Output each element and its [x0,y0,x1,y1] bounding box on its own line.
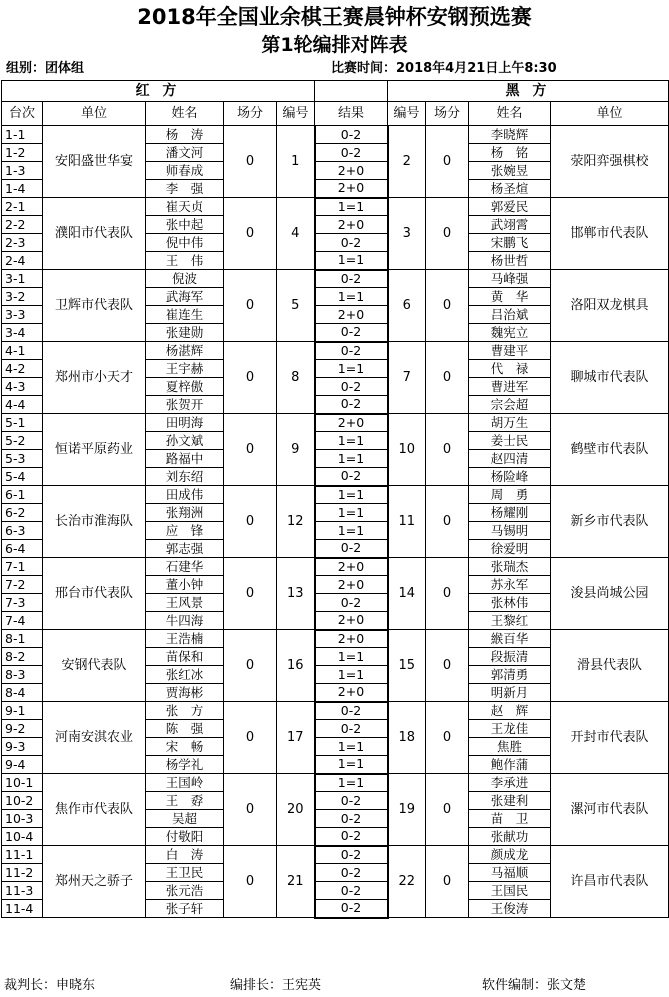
red-player-name: 董小钟 [146,576,224,594]
board-no: 10-1 [2,774,43,792]
red-player-name: 夏梓傲 [146,378,224,396]
black-player-name: 张林伟 [469,594,551,612]
board-result: 2+0 [315,630,388,648]
board-no: 1-4 [2,180,43,198]
red-player-name: 王国岭 [146,774,224,792]
red-score: 0 [224,486,277,558]
board-no: 8-1 [2,630,43,648]
board-no: 10-2 [2,792,43,810]
page-subtitle: 第1轮编排对阵表 [261,34,408,56]
black-score: 0 [426,414,469,486]
black-score: 0 [426,126,469,198]
board-no: 3-1 [2,270,43,288]
black-player-name: 张瑞杰 [469,558,551,576]
black-player-name: 魏宪立 [469,324,551,342]
red-score: 0 [224,630,277,702]
table-row [2,126,669,144]
board-result: 0-2 [315,828,388,846]
board-no: 5-4 [2,468,43,486]
black-player-name: 杨圣煊 [469,180,551,198]
arranger-label: 编排长：王宪英 [230,978,322,993]
black-unit: 荥阳弈强棋校 [551,126,669,198]
black-unit: 邯郸市代表队 [551,198,669,270]
board-result: 0-2 [315,846,388,864]
black-unit: 滑县代表队 [551,630,669,702]
board-result: 2+0 [315,576,388,594]
header-black-name: 姓名 [469,102,551,126]
black-player-name: 鲍作蒲 [469,756,551,774]
black-unit: 聊城市代表队 [551,342,669,414]
board-result: 1=1 [315,450,388,468]
board-no: 9-2 [2,720,43,738]
black-player-name: 宗会超 [469,396,551,414]
board-no: 6-3 [2,522,43,540]
board-no: 6-4 [2,540,43,558]
black-number: 22 [388,846,426,918]
black-player-name: 马峰强 [469,270,551,288]
board-result: 0-2 [315,396,388,414]
board-no: 2-3 [2,234,43,252]
black-unit: 开封市代表队 [551,702,669,774]
black-player-name: 张建利 [469,792,551,810]
red-unit: 邢台市代表队 [43,558,146,630]
black-unit: 浚县尚城公园 [551,558,669,630]
black-player-name: 苗 卫 [469,810,551,828]
board-no: 7-2 [2,576,43,594]
red-number: 17 [277,702,315,774]
side-divider [315,81,388,102]
red-player-name: 张建勋 [146,324,224,342]
red-player-name: 付敬阳 [146,828,224,846]
header-red-unit: 单位 [43,102,146,126]
red-player-name: 张红冰 [146,666,224,684]
red-player-name: 张贺开 [146,396,224,414]
board-result: 0-2 [315,342,388,360]
board-result: 0-2 [315,900,388,918]
board-result: 0-2 [315,270,388,288]
board-no: 11-3 [2,882,43,900]
board-result: 0-2 [315,864,388,882]
board-result: 1=1 [315,756,388,774]
table-row [2,774,669,792]
board-result: 1=1 [315,774,388,792]
red-player-name: 吴超 [146,810,224,828]
black-number: 10 [388,414,426,486]
black-player-name: 曹进军 [469,378,551,396]
board-result: 0-2 [315,720,388,738]
red-player-name: 王 孬 [146,792,224,810]
board-no: 1-3 [2,162,43,180]
red-number: 20 [277,774,315,846]
board-no: 8-3 [2,666,43,684]
black-player-name: 马福顺 [469,864,551,882]
board-no: 11-2 [2,864,43,882]
black-player-name: 马锡明 [469,522,551,540]
black-number: 7 [388,342,426,414]
board-result: 0-2 [315,810,388,828]
board-result: 1=1 [315,666,388,684]
black-score: 0 [426,486,469,558]
red-player-name: 李 强 [146,180,224,198]
red-score: 0 [224,342,277,414]
red-player-name: 贾海彬 [146,684,224,702]
red-player-name: 崔天贞 [146,198,224,216]
red-player-name: 牛四海 [146,612,224,630]
black-player-name: 张献功 [469,828,551,846]
red-player-name: 苗保和 [146,648,224,666]
red-unit: 卫辉市代表队 [43,270,146,342]
board-no: 2-2 [2,216,43,234]
black-number: 2 [388,126,426,198]
board-no: 5-3 [2,450,43,468]
board-no: 9-3 [2,738,43,756]
board-result: 1=1 [315,522,388,540]
table-row [2,630,669,648]
black-player-name: 曹建平 [469,342,551,360]
red-player-name: 崔连生 [146,306,224,324]
red-unit: 郑州市小天才 [43,342,146,414]
table-row [2,558,669,576]
board-result: 0-2 [315,468,388,486]
header-red-score: 场分 [224,102,277,126]
header-result: 结果 [315,102,388,126]
black-player-name: 周 勇 [469,486,551,504]
black-player-name: 李承进 [469,774,551,792]
board-no: 3-2 [2,288,43,306]
red-player-name: 郭志强 [146,540,224,558]
board-no: 7-1 [2,558,43,576]
board-result: 1=1 [315,252,388,270]
table-row [2,702,669,720]
black-number: 15 [388,630,426,702]
board-result: 0-2 [315,594,388,612]
red-player-name: 张元浩 [146,882,224,900]
pairing-table [1,80,669,919]
red-player-name: 杨 涛 [146,126,224,144]
black-unit: 漯河市代表队 [551,774,669,846]
black-player-name: 黄 华 [469,288,551,306]
board-result: 2+0 [315,684,388,702]
red-player-name: 路福中 [146,450,224,468]
board-result: 0-2 [315,702,388,720]
red-player-name: 潘文河 [146,144,224,162]
black-player-name: 宋鹏飞 [469,234,551,252]
board-result: 2+0 [315,612,388,630]
board-result: 0-2 [315,882,388,900]
board-no: 9-1 [2,702,43,720]
board-no: 6-2 [2,504,43,522]
board-result: 2+0 [315,180,388,198]
red-score: 0 [224,414,277,486]
board-result: 2+0 [315,162,388,180]
table-row [2,198,669,216]
red-player-name: 王风景 [146,594,224,612]
black-player-name: 胡万生 [469,414,551,432]
board-no: 5-1 [2,414,43,432]
red-number: 8 [277,342,315,414]
red-player-name: 孙文斌 [146,432,224,450]
board-no: 6-1 [2,486,43,504]
red-score: 0 [224,846,277,918]
black-number: 6 [388,270,426,342]
black-score: 0 [426,558,469,630]
red-number: 16 [277,630,315,702]
red-player-name: 刘东绍 [146,468,224,486]
referee-label: 裁判长：申晓东 [4,978,96,993]
red-player-name: 张翔洲 [146,504,224,522]
table-row [2,342,669,360]
board-result: 0-2 [315,378,388,396]
black-player-name: 武翊霄 [469,216,551,234]
red-player-name: 王卫民 [146,864,224,882]
black-unit: 许昌市代表队 [551,846,669,918]
black-number: 19 [388,774,426,846]
header-black-score: 场分 [426,102,469,126]
red-unit: 安钢代表队 [43,630,146,702]
black-player-name: 明新月 [469,684,551,702]
board-no: 2-1 [2,198,43,216]
red-player-name: 陈 强 [146,720,224,738]
black-score: 0 [426,846,469,918]
board-no: 11-1 [2,846,43,864]
board-result: 1=1 [315,432,388,450]
table-row [2,414,669,432]
match-time: 比赛时间：2018年4月21日上午8:30 [331,61,557,76]
red-score: 0 [224,702,277,774]
black-player-name: 杨世哲 [469,252,551,270]
black-unit: 洛阳双龙棋具 [551,270,669,342]
board-no: 8-4 [2,684,43,702]
board-result: 1=1 [315,198,388,216]
board-result: 1=1 [315,504,388,522]
red-number: 12 [277,486,315,558]
group-label: 组别：团体组 [6,61,85,76]
table-row [2,846,669,864]
black-player-name: 赵四清 [469,450,551,468]
black-number: 3 [388,198,426,270]
header-black-unit: 单位 [551,102,669,126]
red-player-name: 杨湛辉 [146,342,224,360]
red-unit: 焦作市代表队 [43,774,146,846]
page-title: 2018年全国业余棋王赛晨钟杯安钢预选赛 [137,5,532,29]
black-player-name: 赵 辉 [469,702,551,720]
red-number: 4 [277,198,315,270]
red-unit: 长治市淮海队 [43,486,146,558]
red-number: 5 [277,270,315,342]
board-no: 8-2 [2,648,43,666]
board-no: 4-4 [2,396,43,414]
red-score: 0 [224,270,277,342]
board-no: 4-3 [2,378,43,396]
board-result: 2+0 [315,414,388,432]
black-number: 18 [388,702,426,774]
black-score: 0 [426,630,469,702]
red-player-name: 王 伟 [146,252,224,270]
board-result: 1=1 [315,288,388,306]
board-no: 4-2 [2,360,43,378]
red-unit: 河南安淇农业 [43,702,146,774]
red-player-name: 张子轩 [146,900,224,918]
black-player-name: 杨耀刚 [469,504,551,522]
red-number: 9 [277,414,315,486]
board-no: 3-3 [2,306,43,324]
black-player-name: 段振清 [469,648,551,666]
red-number: 13 [277,558,315,630]
red-player-name: 田明海 [146,414,224,432]
red-number: 1 [277,126,315,198]
board-no: 5-2 [2,432,43,450]
board-result: 1=1 [315,486,388,504]
red-score: 0 [224,558,277,630]
black-unit: 鹤壁市代表队 [551,414,669,486]
black-player-name: 緱百华 [469,630,551,648]
header-board: 台次 [2,102,43,126]
board-no: 1-1 [2,126,43,144]
red-unit: 安阳盛世华宴 [43,126,146,198]
board-no: 7-3 [2,594,43,612]
red-player-name: 石建华 [146,558,224,576]
black-side-header: 黑 方 [388,81,669,102]
black-player-name: 苏永军 [469,576,551,594]
board-no: 3-4 [2,324,43,342]
black-player-name: 李晓辉 [469,126,551,144]
header-black-number: 编号 [388,102,426,126]
table-row [2,486,669,504]
red-unit: 郑州天之骄子 [43,846,146,918]
red-player-name: 宋 畅 [146,738,224,756]
red-player-name: 武海军 [146,288,224,306]
black-player-name: 徐爱明 [469,540,551,558]
board-result: 0-2 [315,234,388,252]
red-player-name: 田成伟 [146,486,224,504]
board-result: 1=1 [315,648,388,666]
black-player-name: 吕治斌 [469,306,551,324]
black-unit: 新乡市代表队 [551,486,669,558]
red-player-name: 张 方 [146,702,224,720]
black-player-name: 姜士民 [469,432,551,450]
red-number: 21 [277,846,315,918]
black-player-name: 杨险峰 [469,468,551,486]
board-no: 10-4 [2,828,43,846]
red-player-name: 杨学礼 [146,756,224,774]
black-player-name: 王黎红 [469,612,551,630]
black-score: 0 [426,702,469,774]
black-score: 0 [426,342,469,414]
black-player-name: 郭爱民 [469,198,551,216]
black-player-name: 颜成龙 [469,846,551,864]
red-unit: 恒诺平原药业 [43,414,146,486]
black-score: 0 [426,270,469,342]
red-player-name: 王宇赫 [146,360,224,378]
black-player-name: 张婉昱 [469,162,551,180]
black-score: 0 [426,198,469,270]
board-result: 1=1 [315,360,388,378]
board-no: 1-2 [2,144,43,162]
red-player-name: 倪波 [146,270,224,288]
header-red-number: 编号 [277,102,315,126]
board-result: 0-2 [315,126,388,144]
red-unit: 濮阳市代表队 [43,198,146,270]
black-score: 0 [426,774,469,846]
red-player-name: 应 锋 [146,522,224,540]
red-player-name: 王浩楠 [146,630,224,648]
black-player-name: 代 禄 [469,360,551,378]
board-result: 2+0 [315,216,388,234]
black-player-name: 焦胜 [469,738,551,756]
board-no: 9-4 [2,756,43,774]
board-result: 0-2 [315,324,388,342]
board-result: 1=1 [315,738,388,756]
board-no: 10-3 [2,810,43,828]
red-score: 0 [224,774,277,846]
black-player-name: 王俊涛 [469,900,551,918]
red-score: 0 [224,198,277,270]
board-no: 4-1 [2,342,43,360]
board-result: 0-2 [315,144,388,162]
board-no: 2-4 [2,252,43,270]
red-score: 0 [224,126,277,198]
board-no: 7-4 [2,612,43,630]
black-number: 14 [388,558,426,630]
software-label: 软件编制：张文楚 [482,978,587,993]
red-side-header: 红 方 [2,81,315,102]
board-result: 0-2 [315,540,388,558]
red-player-name: 师春成 [146,162,224,180]
black-number: 11 [388,486,426,558]
board-result: 0-2 [315,792,388,810]
black-player-name: 郭清勇 [469,666,551,684]
red-player-name: 倪中伟 [146,234,224,252]
header-red-name: 姓名 [146,102,224,126]
black-player-name: 杨 铭 [469,144,551,162]
black-player-name: 王龙佳 [469,720,551,738]
black-player-name: 王国民 [469,882,551,900]
red-player-name: 白 涛 [146,846,224,864]
board-result: 2+0 [315,558,388,576]
board-no: 11-4 [2,900,43,918]
board-result: 2+0 [315,306,388,324]
red-player-name: 张中起 [146,216,224,234]
table-row [2,270,669,288]
